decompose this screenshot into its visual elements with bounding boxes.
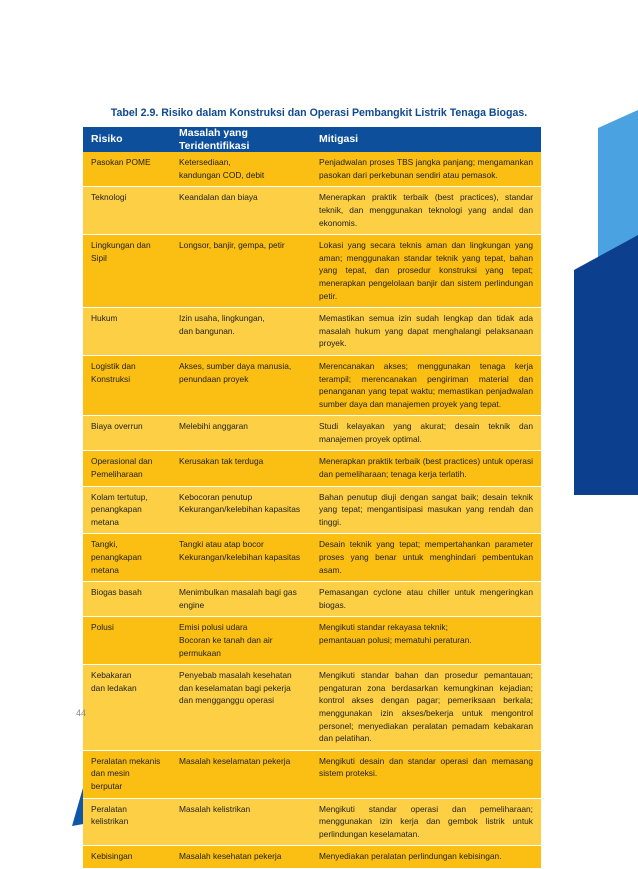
risk-cell: Hukum (83, 308, 171, 356)
issue-cell: Keandalan dan biaya (171, 187, 311, 235)
table-row (83, 846, 541, 869)
risk-cell: Logistik dan Konstruksi (83, 355, 171, 415)
mitigation-cell: Lokasi yang secara teknis aman dan lingkungan yang aman; menggunakan standar teknik yang tepat, bahan yang tepat, dan prosedur konstruksi yang tepat; menerapkan pengelolaan banjir dan sistem perlindungan petir. (311, 235, 541, 308)
table-row (83, 308, 541, 356)
mitigation-cell: Mengikuti desain dan standar operasi dan memasang sistem proteksi. (311, 750, 541, 798)
issue-cell: Masalah kesehatan pekerja (171, 846, 311, 869)
risk-cell: Polusi (83, 617, 171, 665)
table-row (83, 750, 541, 798)
mitigation-cell: Pemasangan cyclone atau chiller untuk mengeringkan biogas. (311, 582, 541, 617)
table-header-row (83, 127, 541, 152)
mitigation-cell: Menerapkan praktik terbaik (best practices), standar teknik, dan menggunakan teknologi yang andal dan ekonomis. (311, 187, 541, 235)
risk-cell: Biaya overrun (83, 416, 171, 451)
issue-cell: Kerusakan tak terduga (171, 451, 311, 486)
issue-cell: Emisi polusi udara Bocoran ke tanah dan air permukaan (171, 617, 311, 665)
issue-cell: Akses, sumber daya manusia, penundaan proyek (171, 355, 311, 415)
issue-cell: Masalah keselamatan pekerja (171, 750, 311, 798)
mitigation-cell: Mengikuti standar operasi dan pemeliharaan; menggunakan izin kerja dan gembok listrik untuk perlindungan keselamatan. (311, 798, 541, 846)
table-row (83, 355, 541, 415)
table-row (83, 152, 541, 187)
risk-cell: Peralatan mekanis dan mesin berputar (83, 750, 171, 798)
issue-cell: Ketersediaan, kandungan COD, debit (171, 152, 311, 187)
issue-cell: Penyebab masalah kesehatan dan keselamatan bagi pekerja dan mengganggu operasi (171, 665, 311, 751)
mitigation-cell: Bahan penutup diuji dengan sangat baik; desain teknik yang tepat; mengantisipasi masukan yang rendah dan tinggi. (311, 486, 541, 534)
mitigation-cell: Mengikuti standar bahan dan prosedur pemantauan; pengaturan zona berdasarkan kemungkinan kejadian; kontrol akses dengan pagar; pemeriksaan berkala; menggunakan izin akses/bekerja untuk mengontrol personel; menyediakan peralatan pemadam kebakaran dan pelatihan. (311, 665, 541, 751)
risk-cell: Peralatan kelistrikan (83, 798, 171, 846)
table-caption: Tabel 2.9. Risiko dalam Konstruksi dan Operasi Pembangkit Listrik Tenaga Biogas. (110, 107, 528, 119)
table-row (83, 486, 541, 534)
table-row (83, 534, 541, 582)
header-mitigation: Mitigasi (311, 127, 541, 152)
table-row (83, 416, 541, 451)
table-row (83, 235, 541, 308)
table-row (83, 187, 541, 235)
page-number: 44 (76, 708, 87, 718)
risk-cell: Pasokan POME (83, 152, 171, 187)
table-row (83, 798, 541, 846)
table-row (83, 451, 541, 486)
issue-cell: Longsor, banjir, gempa, petir (171, 235, 311, 308)
header-issue: Masalah yang Teridentifikasi (171, 127, 311, 152)
risk-cell: Kolam tertutup, penangkapan metana (83, 486, 171, 534)
mitigation-cell: Memastikan semua izin sudah lengkap dan tidak ada masalah hukum yang dapat menghalangi pelaksanaan proyek. (311, 308, 541, 356)
risk-cell: Teknologi (83, 187, 171, 235)
issue-cell: Izin usaha, lingkungan, dan bangunan. (171, 308, 311, 356)
decorative-dark-blue-shape (574, 235, 638, 495)
table-row (83, 582, 541, 617)
mitigation-cell: Desain teknik yang tepat; mempertahankan parameter proses yang benar untuk menghindari pembentukan asam. (311, 534, 541, 582)
risk-cell: Operasional dan Pemeliharaan (83, 451, 171, 486)
risk-cell: Kebisingan (83, 846, 171, 869)
issue-cell: Kebocoran penutup Kekurangan/kelebihan kapasitas (171, 486, 311, 534)
issue-cell: Melebihi anggaran (171, 416, 311, 451)
mitigation-cell: Studi kelayakan yang akurat; desain teknik dan manajemen proyek optimal. (311, 416, 541, 451)
issue-cell: Masalah kelistrikan (171, 798, 311, 846)
risk-table (83, 127, 541, 869)
issue-cell: Tangki atau atap bocor Kekurangan/kelebihan kapasitas (171, 534, 311, 582)
header-risk: Risiko (83, 127, 171, 152)
mitigation-cell: Menerapkan praktik terbaik (best practices) untuk operasi dan pemeliharaan; tenaga kerja terlatih. (311, 451, 541, 486)
mitigation-cell: Penjadwalan proses TBS jangka panjang; mengamankan pasokan dari perkebunan sendiri atau pemasok. (311, 152, 541, 187)
risk-cell: Kebakaran dan ledakan (83, 665, 171, 751)
mitigation-cell: Mengikuti standar rekayasa teknik; pemantauan polusi; mematuhi peraturan. (311, 617, 541, 665)
risk-cell: Tangki, penangkapan metana (83, 534, 171, 582)
mitigation-cell: Menyediakan peralatan perlindungan kebisingan. (311, 846, 541, 869)
table-row (83, 665, 541, 751)
risk-cell: Biogas basah (83, 582, 171, 617)
table-row (83, 617, 541, 665)
mitigation-cell: Merencanakan akses; menggunakan tenaga kerja terampil; merencanakan pengiriman material dan penanganan yang tepat waktu; memastikan penjadwalan sumber daya dan manajemen proyek yang tepat. (311, 355, 541, 415)
risk-cell: Lingkungan dan Sipil (83, 235, 171, 308)
issue-cell: Menimbulkan masalah bagi gas engine (171, 582, 311, 617)
